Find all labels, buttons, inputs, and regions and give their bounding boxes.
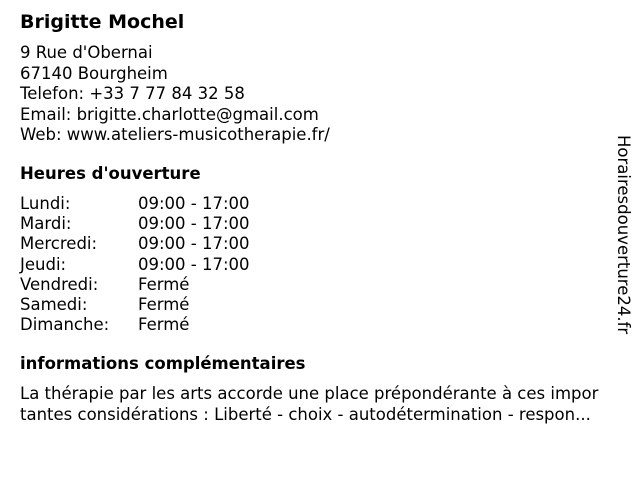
street-address: 9 Rue d'Obernai (20, 43, 153, 62)
info-description (20, 383, 632, 425)
time-value: Fermé (138, 294, 190, 314)
time-value: 09:00 - 17:00 (138, 214, 250, 234)
hours-heading: Heures d'ouverture (20, 164, 201, 183)
business-name: Brigitte Mochel (20, 11, 185, 33)
day-label: Lundi: (20, 194, 71, 213)
info-line: tantes considérations : Liberté - choix - autodétermination - respon... (20, 405, 591, 424)
time-value: Fermé (138, 315, 190, 335)
time-value: 09:00 - 17:00 (138, 234, 250, 254)
day-label: Jeudi: (20, 254, 67, 274)
day-label: Vendredi: (20, 274, 99, 294)
contact-block (20, 43, 330, 146)
time-value: 09:00 - 17:00 (138, 254, 250, 274)
email-address: Email: brigitte.charlotte@gmail.com (20, 104, 319, 124)
time-value: 09:00 - 17:00 (138, 194, 250, 213)
website: Web: www.ateliers-musicotherapie.fr/ (20, 125, 330, 144)
day-label: Mardi: (20, 214, 72, 234)
day-label: Dimanche: (20, 315, 110, 335)
city-address: 67140 Bourgheim (20, 63, 168, 83)
phone-number: Telefon: +33 7 77 84 32 58 (20, 84, 245, 103)
time-value: Fermé (138, 274, 190, 294)
info-line: La thérapie par les arts accorde une place prépondérante à ces impor (20, 384, 599, 403)
day-label: Mercredi: (20, 234, 98, 254)
info-heading: informations complémentaires (20, 354, 306, 373)
day-label: Samedi: (20, 294, 88, 314)
site-watermark: Horairesdouverture24.fr (614, 135, 633, 335)
